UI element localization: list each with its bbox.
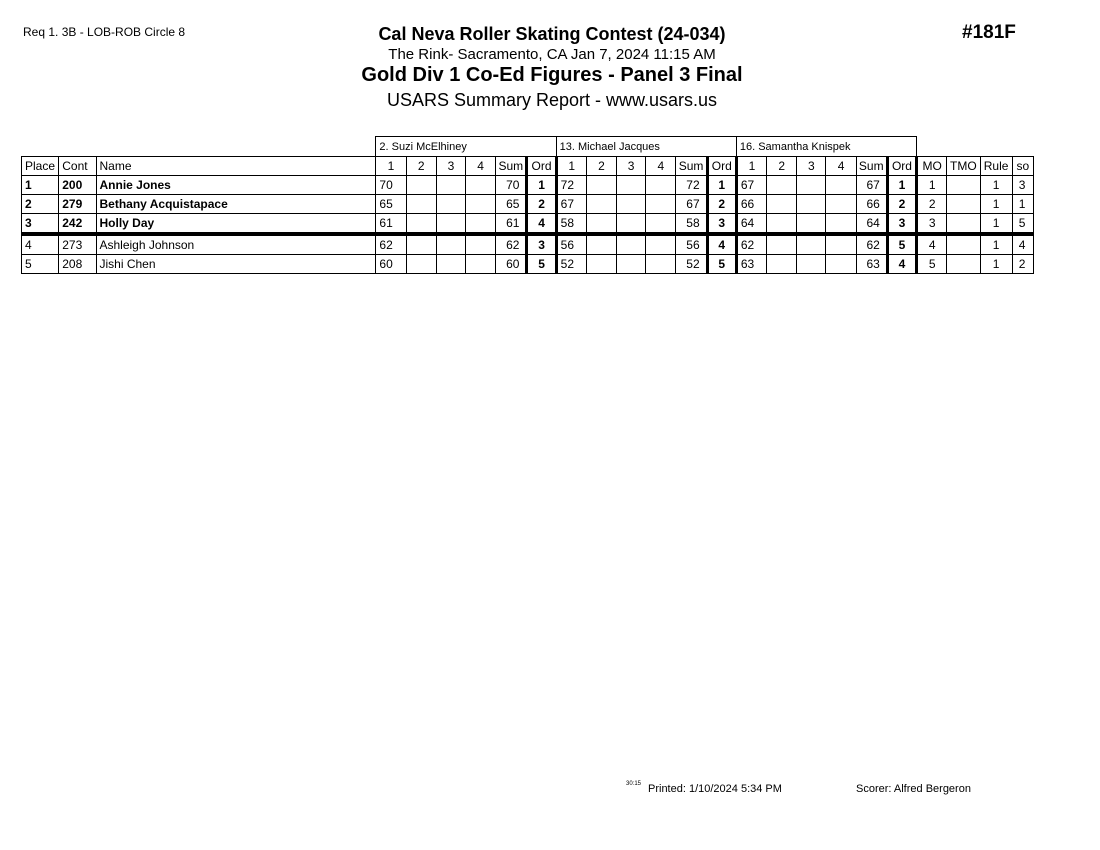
judge-2-score-1-cell: 67 xyxy=(556,195,586,214)
judge-1-score-4-cell xyxy=(466,255,496,274)
skater-name-cell: Jishi Chen xyxy=(96,255,376,274)
judge-1-ordinal-cell: 3 xyxy=(527,234,556,255)
judge-1-name: 2. Suzi McElhiney xyxy=(376,137,556,157)
col-so: so xyxy=(1012,157,1033,176)
judge-3-sum-cell: 62 xyxy=(856,234,887,255)
judge-1-score-3-cell xyxy=(436,214,465,235)
judge-1-score-4-cell xyxy=(466,214,496,235)
rule-cell: 1 xyxy=(980,176,1012,195)
contestant-number-cell: 279 xyxy=(59,195,96,214)
skating-order-cell: 5 xyxy=(1012,214,1033,235)
contestant-number-cell: 208 xyxy=(59,255,96,274)
col-j2-s3: 3 xyxy=(617,157,646,176)
skating-order-cell: 3 xyxy=(1012,176,1033,195)
contestant-number-cell: 200 xyxy=(59,176,96,195)
judge-2-score-4-cell xyxy=(646,195,676,214)
judge-2-ordinal-cell: 5 xyxy=(707,255,736,274)
judge-3-score-3-cell xyxy=(797,255,826,274)
judge-1-score-2-cell xyxy=(406,176,436,195)
judge-2-score-1-cell: 52 xyxy=(556,255,586,274)
footer-code: 30:15 xyxy=(626,781,642,787)
result-row xyxy=(22,255,1034,274)
judge-2-score-1-cell: 72 xyxy=(556,176,586,195)
col-j2-ord: Ord xyxy=(707,157,736,176)
judge-2-ordinal-cell: 3 xyxy=(707,214,736,235)
result-row xyxy=(22,234,1034,255)
skating-order-cell: 1 xyxy=(1012,195,1033,214)
judge-2-score-3-cell xyxy=(617,234,646,255)
col-j1-ord: Ord xyxy=(527,157,556,176)
judge-2-sum-cell: 56 xyxy=(676,234,707,255)
col-tmo: TMO xyxy=(947,157,980,176)
rule-cell: 1 xyxy=(980,234,1012,255)
col-rule: Rule xyxy=(980,157,1012,176)
judge-3-ordinal-cell: 2 xyxy=(887,195,916,214)
judge-1-score-1-cell: 65 xyxy=(376,195,406,214)
judge-2-score-1-cell: 58 xyxy=(556,214,586,235)
result-row xyxy=(22,214,1034,235)
place-cell: 4 xyxy=(22,234,59,255)
judge-2-sum-cell: 67 xyxy=(676,195,707,214)
skater-name-cell: Holly Day xyxy=(96,214,376,235)
judge-1-score-3-cell xyxy=(436,176,465,195)
judge-3-score-4-cell xyxy=(826,195,856,214)
majority-ordinal-cell: 4 xyxy=(917,234,947,255)
result-row xyxy=(22,176,1034,195)
judge-2-score-3-cell xyxy=(617,255,646,274)
judge-1-score-4-cell xyxy=(466,234,496,255)
contestant-number-cell: 242 xyxy=(59,214,96,235)
column-header-row xyxy=(22,157,1034,176)
venue-date-line: The Rink- Sacramento, CA Jan 7, 2024 11:15 AM xyxy=(388,46,716,63)
col-j3-sum: Sum xyxy=(856,157,887,176)
majority-ordinal-cell: 2 xyxy=(917,195,947,214)
result-row xyxy=(22,195,1034,214)
total-majority-ordinal-cell xyxy=(947,176,980,195)
judge-2-sum-cell: 58 xyxy=(676,214,707,235)
col-mo: MO xyxy=(917,157,947,176)
col-cont: Cont xyxy=(59,157,96,176)
judge-1-score-2-cell xyxy=(406,234,436,255)
judge-1-score-1-cell: 62 xyxy=(376,234,406,255)
skating-order-cell: 2 xyxy=(1012,255,1033,274)
judge-3-score-2-cell xyxy=(767,176,797,195)
judge-1-sum-cell: 61 xyxy=(496,214,527,235)
judge-3-sum-cell: 67 xyxy=(856,176,887,195)
majority-ordinal-cell: 3 xyxy=(917,214,947,235)
judge-1-score-2-cell xyxy=(406,195,436,214)
judge-1-sum-cell: 65 xyxy=(496,195,527,214)
col-j3-s4: 4 xyxy=(826,157,856,176)
col-j1-s4: 4 xyxy=(466,157,496,176)
col-j3-s2: 2 xyxy=(767,157,797,176)
col-j2-sum: Sum xyxy=(676,157,707,176)
judge-1-score-4-cell xyxy=(466,195,496,214)
judge-1-score-2-cell xyxy=(406,255,436,274)
judge-3-score-1-cell: 63 xyxy=(736,255,766,274)
judge-3-sum-cell: 63 xyxy=(856,255,887,274)
col-j1-s2: 2 xyxy=(406,157,436,176)
judge-2-ordinal-cell: 4 xyxy=(707,234,736,255)
printed-timestamp: Printed: 1/10/2024 5:34 PM xyxy=(648,783,782,795)
majority-ordinal-cell: 1 xyxy=(917,176,947,195)
judge-2-ordinal-cell: 1 xyxy=(707,176,736,195)
judge-1-score-1-cell: 70 xyxy=(376,176,406,195)
judge-1-sum-cell: 62 xyxy=(496,234,527,255)
col-name: Name xyxy=(96,157,376,176)
scorer-name: Scorer: Alfred Bergeron xyxy=(856,783,971,795)
judge-2-ordinal-cell: 2 xyxy=(707,195,736,214)
place-cell: 2 xyxy=(22,195,59,214)
judge-2-score-4-cell xyxy=(646,214,676,235)
total-majority-ordinal-cell xyxy=(947,255,980,274)
judge-2-score-3-cell xyxy=(617,214,646,235)
place-cell: 1 xyxy=(22,176,59,195)
judge-2-sum-cell: 52 xyxy=(676,255,707,274)
total-majority-ordinal-cell xyxy=(947,195,980,214)
contestant-number-cell: 273 xyxy=(59,234,96,255)
judge-1-score-3-cell xyxy=(436,255,465,274)
place-cell: 3 xyxy=(22,214,59,235)
judge-1-score-4-cell xyxy=(466,176,496,195)
col-j3-ord: Ord xyxy=(887,157,916,176)
skater-name-cell: Ashleigh Johnson xyxy=(96,234,376,255)
judge-3-ordinal-cell: 1 xyxy=(887,176,916,195)
skater-name-cell: Annie Jones xyxy=(96,176,376,195)
judge-3-ordinal-cell: 3 xyxy=(887,214,916,235)
judge-2-score-4-cell xyxy=(646,176,676,195)
results-table xyxy=(21,136,1034,274)
judge-3-name: 16. Samantha Knispek xyxy=(736,137,916,157)
judge-3-score-4-cell xyxy=(826,214,856,235)
judge-3-score-3-cell xyxy=(797,195,826,214)
judge-3-sum-cell: 64 xyxy=(856,214,887,235)
judge-2-score-2-cell xyxy=(586,234,616,255)
judge-2-score-2-cell xyxy=(586,255,616,274)
event-title: Gold Div 1 Co-Ed Figures - Panel 3 Final xyxy=(361,64,743,86)
judge-2-score-1-cell: 56 xyxy=(556,234,586,255)
col-place: Place xyxy=(22,157,59,176)
judge-1-score-3-cell xyxy=(436,234,465,255)
judge-1-ordinal-cell: 2 xyxy=(527,195,556,214)
judge-1-ordinal-cell: 4 xyxy=(527,214,556,235)
col-j2-s1: 1 xyxy=(556,157,586,176)
total-majority-ordinal-cell xyxy=(947,214,980,235)
judge-2-name: 13. Michael Jacques xyxy=(556,137,736,157)
total-majority-ordinal-cell xyxy=(947,234,980,255)
judge-3-sum-cell: 66 xyxy=(856,195,887,214)
rule-cell: 1 xyxy=(980,214,1012,235)
skating-order-cell: 4 xyxy=(1012,234,1033,255)
judge-1-ordinal-cell: 5 xyxy=(527,255,556,274)
event-number: #181F xyxy=(962,22,1016,43)
col-j3-s1: 1 xyxy=(736,157,766,176)
judge-3-ordinal-cell: 4 xyxy=(887,255,916,274)
judge-1-sum-cell: 70 xyxy=(496,176,527,195)
judge-3-ordinal-cell: 5 xyxy=(887,234,916,255)
judge-2-score-3-cell xyxy=(617,176,646,195)
col-j1-sum: Sum xyxy=(496,157,527,176)
report-title: USARS Summary Report - www.usars.us xyxy=(386,90,718,110)
judge-2-score-4-cell xyxy=(646,255,676,274)
place-cell: 5 xyxy=(22,255,59,274)
judge-3-score-4-cell xyxy=(826,255,856,274)
judge-3-score-1-cell: 66 xyxy=(736,195,766,214)
judge-1-ordinal-cell: 1 xyxy=(527,176,556,195)
col-j2-s4: 4 xyxy=(646,157,676,176)
judge-3-score-1-cell: 67 xyxy=(736,176,766,195)
judge-2-sum-cell: 72 xyxy=(676,176,707,195)
col-j1-s1: 1 xyxy=(376,157,406,176)
judge-1-score-2-cell xyxy=(406,214,436,235)
skater-name-cell: Bethany Acquistapace xyxy=(96,195,376,214)
col-j1-s3: 3 xyxy=(436,157,465,176)
judge-2-score-4-cell xyxy=(646,234,676,255)
rule-cell: 1 xyxy=(980,195,1012,214)
judge-2-score-2-cell xyxy=(586,214,616,235)
contest-title: Cal Neva Roller Skating Contest (24-034) xyxy=(378,24,726,44)
judge-1-score-1-cell: 60 xyxy=(376,255,406,274)
judge-3-score-2-cell xyxy=(767,195,797,214)
judge-3-score-1-cell: 62 xyxy=(736,234,766,255)
col-j2-s2: 2 xyxy=(586,157,616,176)
judge-3-score-1-cell: 64 xyxy=(736,214,766,235)
judge-1-score-3-cell xyxy=(436,195,465,214)
rule-cell: 1 xyxy=(980,255,1012,274)
judge-2-score-2-cell xyxy=(586,195,616,214)
judge-3-score-2-cell xyxy=(767,234,797,255)
judge-3-score-2-cell xyxy=(767,255,797,274)
judge-2-score-3-cell xyxy=(617,195,646,214)
majority-ordinal-cell: 5 xyxy=(917,255,947,274)
judge-3-score-4-cell xyxy=(826,234,856,255)
judge-3-score-4-cell xyxy=(826,176,856,195)
judge-3-score-3-cell xyxy=(797,176,826,195)
judge-2-score-2-cell xyxy=(586,176,616,195)
judge-header-row xyxy=(22,137,1034,157)
judge-3-score-2-cell xyxy=(767,214,797,235)
col-j3-s3: 3 xyxy=(797,157,826,176)
judge-3-score-3-cell xyxy=(797,214,826,235)
requirement-label: Req 1. 3B - LOB-ROB Circle 8 xyxy=(23,25,186,39)
judge-1-score-1-cell: 61 xyxy=(376,214,406,235)
judge-3-score-3-cell xyxy=(797,234,826,255)
judge-1-sum-cell: 60 xyxy=(496,255,527,274)
